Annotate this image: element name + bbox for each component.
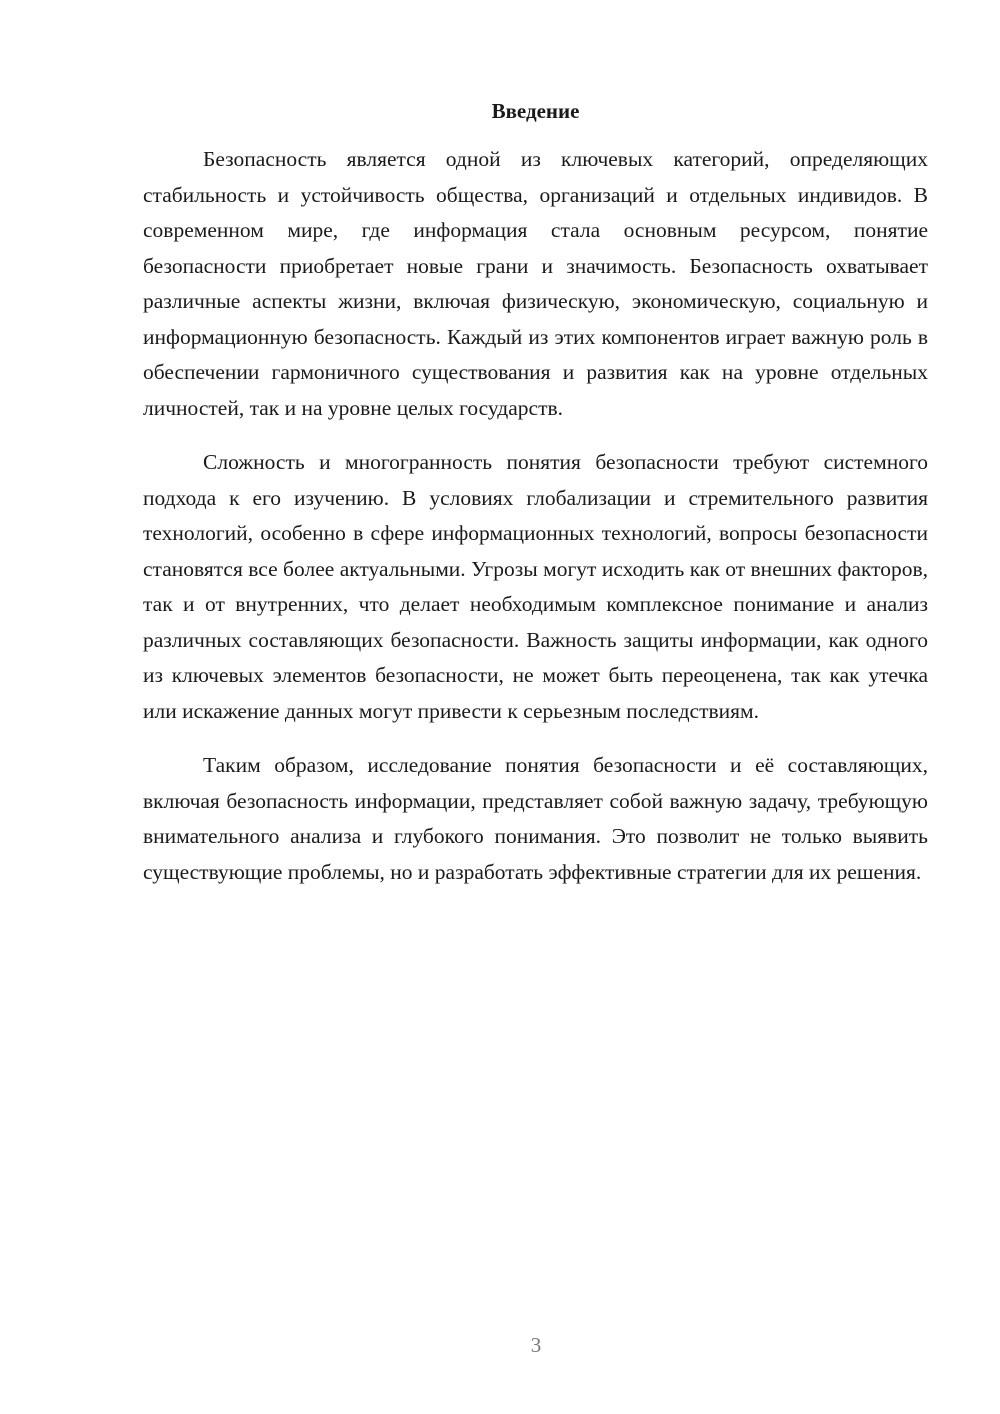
paragraph: Сложность и многогранность понятия безопасности требуют системного подхода к его изучению. В условиях глобализации и стремительного развития технологий, особенно в сфере информационных технологий, вопросы безопасности становятся все более актуальными. Угрозы могут исходить как от внешних факторов, так и от внутренних, что делает необходимым комплексное понимание и анализ различных составляющих безопасности. Важность защиты информации, как одного из ключевых элементов безопасности, не может быть переоценена, так как утечка или искажение данных могут привести к серьезным последствиям.	[143, 450, 928, 723]
body-text	[143, 142, 928, 909]
paragraph: Безопасность является одной из ключевых категорий, определяющих стабильность и устойчивость общества, организаций и отдельных индивидов. В современном мире, где информация стала основным ресурсом, понятие безопасности приобретает новые грани и значимость. Безопасность охватывает различные аспекты жизни, включая физическую, экономическую, социальную и информационную безопасность. Каждый из этих компонентов играет важную роль в обеспечении гармоничного существования и развития как на уровне отдельных личностей, так и на уровне целых государств.	[143, 147, 928, 420]
section-title: Введение	[491, 99, 580, 123]
paragraph: Таким образом, исследование понятия безопасности и её составляющих, включая безопасность информации, представляет собой важную задачу, требующую внимательного анализа и глубокого понимания. Это позволит не только выявить существующие проблемы, но и разработать эффективные стратегии для их решения.	[143, 753, 928, 884]
page-number: 3	[530, 1333, 542, 1357]
